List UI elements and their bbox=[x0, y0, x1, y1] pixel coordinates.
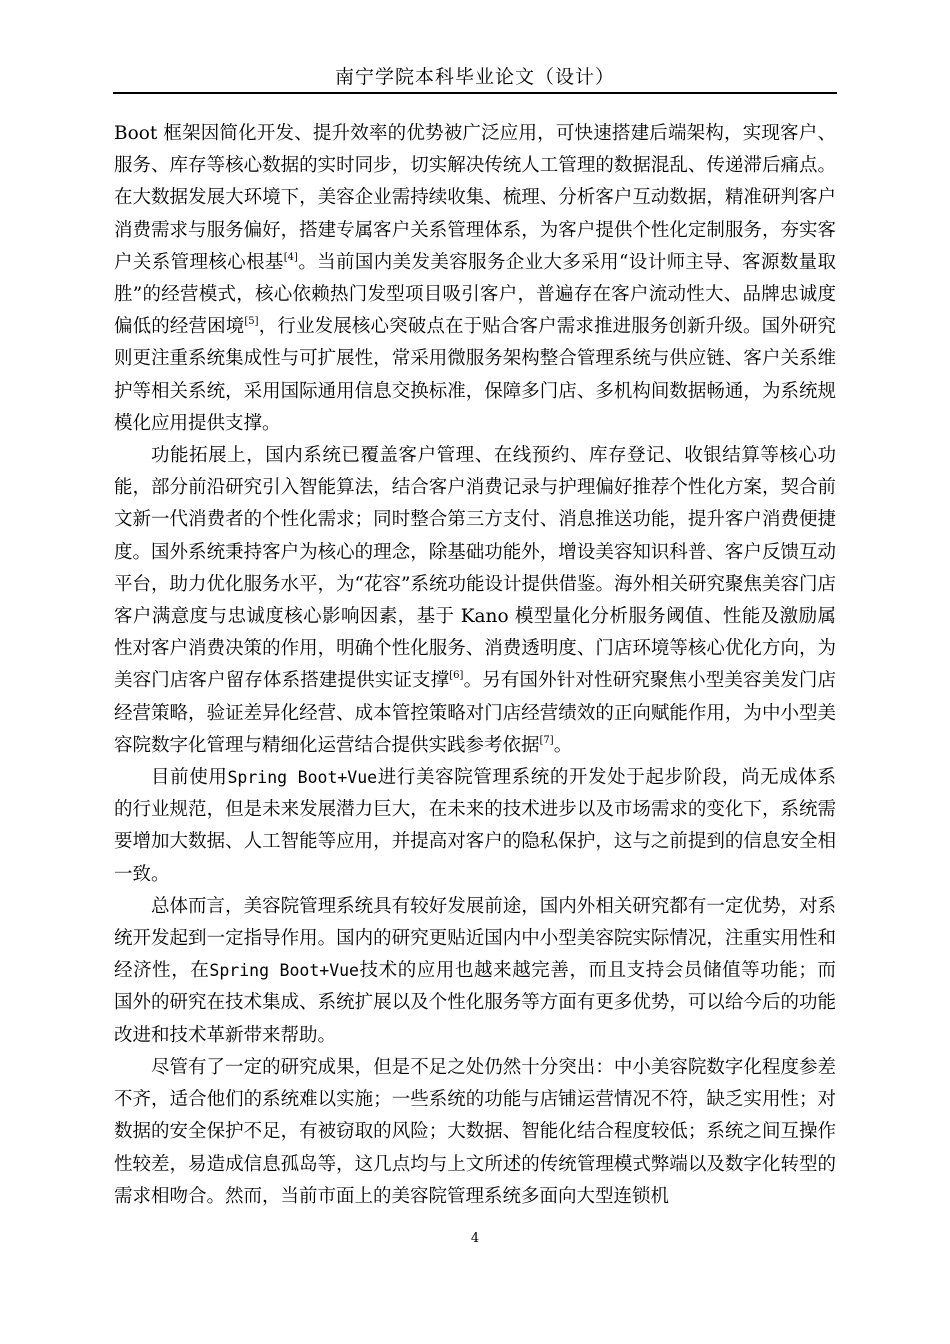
text-run: ，行业发展核心突破点在于贴合客户需求推进服务创新升级。国外研究则更注重系统集成性与可扩展性，常采用微服务架构整合管理系统与供应链、客户关系维护等相关系统，采用国际通用信息交换标准，保障多门店、多机构间数据畅通，为系统规模化应用提供支撑。 bbox=[114, 316, 836, 434]
text-run: 尽管有了一定的研究成果，但是不足之处仍然十分突出：中小美容院数字化程度参差不齐，适合他们的系统难以实施；一些系统的功能与店铺运营情况不符，缺乏实用性；对数据的安全保护不足，有被窃取的风险；大数据、智能化结合程度较低；系统之间互操作性较差，易造成信息孤岛等，这几点均与上文所述的传统管理模式弊端以及数字化转型的需求相吻合。然而，当前市面上的美容院管理系统多面向大型连锁机 bbox=[114, 1056, 836, 1207]
text-run: 功能拓展上，国内系统已覆盖客户管理、在线预约、库存登记、收银结算等核心功能，部分前沿研究引入智能算法，结合客户消费记录与护理偏好推荐个性化方案，契合前文新一代消费者的个性化需求；同时整合第三方支付、消息推送功能，提升客户消费便捷度。国外系统秉持客户为核心的理念，除基础功能外，增设美容知识科普、客户反馈互动平台，助力优化服务水平，为“花容”系统功能设计提供借鉴。海外相关研究聚焦美容门店客户满意度与忠诚度核心影响因素，基于 Kano 模型量化分析服务阈值、性能及激励属性对客户消费决策的作用，明确个性化服务、消费透明度、门店环境等核心优化方向，为美容门店客户留存体系搭建提供实证支撑 bbox=[114, 445, 836, 692]
running-header: 南宁学院本科毕业论文（设计） bbox=[334, 66, 615, 88]
text-run: 技术的应用也越来越完善，而且支持会员储值等功能；而国外的研究在技术集成、系统扩展以及个性化服务等方面有更多优势，可以给今后的功能改进和技术革新带来帮助。 bbox=[114, 960, 836, 1046]
citation-marker: [7] bbox=[539, 734, 554, 746]
citation-marker: [5] bbox=[244, 316, 259, 328]
text-run: Boot 框架因简化开发、提升效率的优势被广泛应用，可快速搭建后端架构，实现客户、服务、库存等核心数据的实时同步，切实解决传统人工管理的数据混乱、传递滞后痛点。在大数据发展大环境下，美容企业需持续收集、梳理、分析客户互动数据，精准研判客户消费需求与服务偏好，搭建专属客户关系管理体系，为客户提供个性化定制服务，夯实客户关系管理核心根基 bbox=[114, 123, 836, 273]
paragraph bbox=[114, 1052, 836, 1213]
text-run: 。 bbox=[553, 734, 573, 756]
tech-term: Spring Boot+Vue bbox=[209, 961, 359, 981]
text-run: 。另有国外针对性研究聚焦小型美容美发门店经营策略，验证差异化经营、成本管控策略对门店经营绩效的正向赋能作用，为中小型美容院数字化管理与精细化运营结合提供实践参考依据 bbox=[114, 670, 836, 756]
text-run: 进行美容院管理系统的开发处于起步阶段，尚无成体系的行业规范，但是未来发展潜力巨大，在未来的技术进步以及市场需求的变化下，系统需要增加大数据、人工智能等应用，并提高对客户的隐私保护，这与之前提到的信息安全相一致。 bbox=[114, 767, 836, 885]
tech-term: Spring Boot+Vue bbox=[227, 768, 378, 788]
paragraph bbox=[114, 891, 836, 1052]
paragraph bbox=[114, 762, 836, 891]
text-run: 总体而言，美容院管理系统具有较好发展前途，国内外相关研究都有一定优势，对系统开发起到一定指导作用。国内的研究更贴近国内中小型美容院实际情况，注重实用性和经济性，在 bbox=[114, 895, 836, 982]
header-rule bbox=[113, 92, 837, 94]
text-run: 目前使用 bbox=[151, 767, 228, 789]
page-number: 4 bbox=[470, 1231, 480, 1246]
paragraph bbox=[114, 440, 836, 762]
body-text bbox=[114, 118, 836, 1213]
paragraph bbox=[114, 118, 836, 440]
citation-marker: [6] bbox=[449, 670, 464, 682]
citation-marker: [4] bbox=[283, 251, 298, 263]
text-run: 。当前国内美发美容服务企业大多采用“设计师主导、客源数量取胜”的经营模式，核心依赖热门发型项目吸引客户，普遍存在客户流动性大、品牌忠诚度偏低的经营困境 bbox=[114, 251, 836, 338]
